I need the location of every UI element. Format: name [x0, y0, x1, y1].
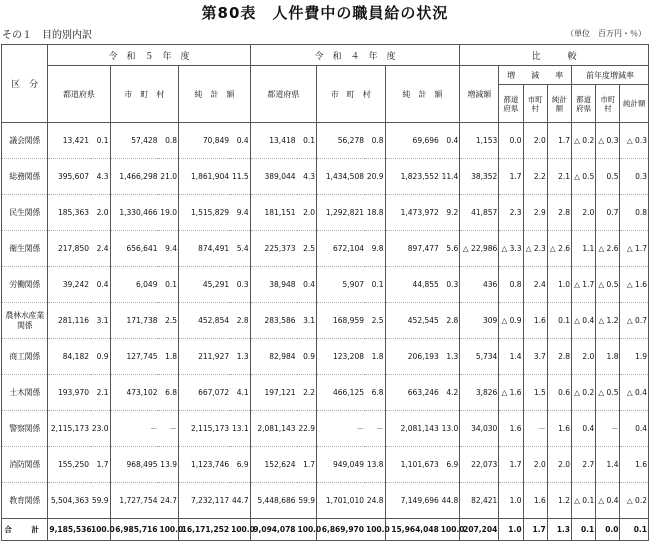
r4-cell: 0.4 [297, 267, 317, 303]
header-r4-pref: 都道府県 [250, 66, 316, 123]
r5-cell: 4.1 [230, 375, 250, 411]
r5-cell: 19.0 [158, 195, 178, 231]
compare-cell: 0.1 [547, 303, 571, 339]
compare-cell: － [596, 411, 620, 447]
compare-cell: 1.7 [547, 123, 571, 159]
r5-cell: 211,927 [179, 339, 231, 375]
table-row [2, 519, 649, 541]
r5-cell: 9.4 [230, 195, 250, 231]
compare-cell: △ 22,986 [460, 231, 499, 267]
compare-cell: 0.1 [572, 519, 596, 541]
compare-cell: △ 0.3 [596, 123, 620, 159]
table-row [2, 267, 649, 303]
compare-cell: 0.4 [572, 411, 596, 447]
r4-cell: 0.8 [365, 123, 385, 159]
r4-cell: 3.1 [297, 303, 317, 339]
header-r5-pref: 都道府県 [48, 66, 110, 123]
r4-cell: 44.8 [440, 483, 460, 519]
r4-cell: 20.9 [365, 159, 385, 195]
compare-cell: △ 1.6 [499, 375, 523, 411]
r5-cell: 1,330,466 [110, 195, 158, 231]
r4-cell: 949,049 [317, 447, 365, 483]
r4-cell: 6.9 [440, 447, 460, 483]
r5-cell: 16,171,252 [179, 519, 231, 541]
compare-cell: △ 0.1 [572, 483, 596, 519]
r4-cell: 4.3 [297, 159, 317, 195]
r5-cell: 6,049 [110, 267, 158, 303]
r5-cell: 0.8 [158, 123, 178, 159]
r4-cell: 9.8 [365, 231, 385, 267]
r4-cell: 466,125 [317, 375, 365, 411]
compare-cell: 1.7 [499, 159, 523, 195]
compare-cell: 2.2 [523, 159, 547, 195]
header-r5-net: 純 計 額 [179, 66, 251, 123]
header-change-rate: 増 減 率 [499, 66, 572, 85]
r4-cell: 152,624 [250, 447, 296, 483]
r4-cell: 22.9 [297, 411, 317, 447]
r4-cell: 0.1 [365, 267, 385, 303]
r5-cell: 1,123,746 [179, 447, 231, 483]
table-row [2, 375, 649, 411]
compare-cell: 1.7 [499, 447, 523, 483]
r5-cell: 5,504,363 [48, 483, 90, 519]
r4-cell: － [317, 411, 365, 447]
r5-cell: 874,491 [179, 231, 231, 267]
row-category: 議会関係 [2, 123, 48, 159]
salary-table [1, 44, 649, 541]
r5-cell: 217,850 [48, 231, 90, 267]
compare-cell: 41,857 [460, 195, 499, 231]
r4-cell: － [365, 411, 385, 447]
r5-cell: 100.0 [90, 519, 110, 541]
r4-cell: 181,151 [250, 195, 296, 231]
r4-cell: 100.0 [365, 519, 385, 541]
r4-cell: 123,208 [317, 339, 365, 375]
r4-cell: 1,823,552 [385, 159, 440, 195]
r5-cell: 24.7 [158, 483, 178, 519]
r5-cell: 9,185,536 [48, 519, 90, 541]
compare-cell: 1.6 [523, 303, 547, 339]
header-cr-muni: 市町村 [523, 85, 547, 123]
r4-cell: 11.4 [440, 159, 460, 195]
r5-cell: 2.8 [230, 303, 250, 339]
r5-cell: 2.5 [158, 303, 178, 339]
compare-cell: △ 0.2 [620, 483, 649, 519]
r5-cell: 1.7 [90, 447, 110, 483]
compare-cell: △ 0.5 [572, 159, 596, 195]
compare-cell: △ 0.5 [596, 267, 620, 303]
r4-cell: 56,278 [317, 123, 365, 159]
compare-cell: △ 0.5 [596, 375, 620, 411]
compare-cell: △ 1.7 [620, 231, 649, 267]
r4-cell: 2.5 [297, 231, 317, 267]
r4-cell: 0.3 [440, 267, 460, 303]
compare-cell: 1.0 [499, 519, 523, 541]
r4-cell: 168,959 [317, 303, 365, 339]
r5-cell: 193,970 [48, 375, 90, 411]
table-row [2, 195, 649, 231]
compare-cell: 1.4 [499, 339, 523, 375]
compare-cell: 1.3 [547, 519, 571, 541]
r5-cell: 1,466,298 [110, 159, 158, 195]
r4-cell: 4.2 [440, 375, 460, 411]
r5-cell: 100.0 [230, 519, 250, 541]
compare-cell: 207,204 [460, 519, 499, 541]
r5-cell: 7,232,117 [179, 483, 231, 519]
compare-cell: 1.7 [523, 519, 547, 541]
r5-cell: 473,102 [110, 375, 158, 411]
compare-cell: 2.0 [547, 447, 571, 483]
compare-cell: 0.0 [596, 519, 620, 541]
r4-cell: 5,448,686 [250, 483, 296, 519]
page-title: 第80表 人件費中の職員給の状況 [201, 4, 449, 22]
compare-cell: 1.6 [620, 447, 649, 483]
header-category: 区 分 [2, 45, 48, 123]
r4-cell: 2,081,143 [250, 411, 296, 447]
compare-cell: △ 1.6 [620, 267, 649, 303]
compare-cell: △ 0.3 [620, 123, 649, 159]
r4-cell: 18.8 [365, 195, 385, 231]
compare-cell: 0.0 [499, 123, 523, 159]
compare-cell: △ 0.7 [620, 303, 649, 339]
compare-cell: 2.0 [523, 447, 547, 483]
r5-cell: 1,861,904 [179, 159, 231, 195]
row-category: 衛生関係 [2, 231, 48, 267]
r4-cell: 0.1 [297, 123, 317, 159]
r5-cell: 11.5 [230, 159, 250, 195]
compare-cell: 1,153 [460, 123, 499, 159]
table-row [2, 303, 649, 339]
r5-cell: 1.8 [158, 339, 178, 375]
r4-cell: 9,094,078 [250, 519, 296, 541]
compare-cell: 2.0 [523, 123, 547, 159]
r5-cell: 5.4 [230, 231, 250, 267]
r5-cell: 3.1 [90, 303, 110, 339]
r4-cell: 225,373 [250, 231, 296, 267]
r4-cell: 24.8 [365, 483, 385, 519]
compare-cell: 5,734 [460, 339, 499, 375]
compare-cell: 1.0 [499, 483, 523, 519]
compare-cell: △ 1.7 [572, 267, 596, 303]
table-row [2, 411, 649, 447]
compare-cell: 1.6 [547, 411, 571, 447]
compare-cell: － [523, 411, 547, 447]
row-category: 労働関係 [2, 267, 48, 303]
r4-cell: 38,948 [250, 267, 296, 303]
compare-cell: 1.6 [523, 483, 547, 519]
compare-cell: 2.8 [547, 195, 571, 231]
r4-cell: 13.8 [365, 447, 385, 483]
row-category: 警察関係 [2, 411, 48, 447]
table-body [2, 123, 649, 541]
header-compare: 比 較 [460, 45, 649, 66]
compare-cell: 0.4 [620, 411, 649, 447]
r5-cell: 0.3 [230, 267, 250, 303]
r5-cell: 45,291 [179, 267, 231, 303]
r5-cell: 84,182 [48, 339, 90, 375]
r5-cell: 656,641 [110, 231, 158, 267]
r5-cell: 6,985,716 [110, 519, 158, 541]
r5-cell: 395,607 [48, 159, 90, 195]
r4-cell: 0.9 [297, 339, 317, 375]
header-r5-muni: 市 町 村 [110, 66, 178, 123]
r4-cell: 452,545 [385, 303, 440, 339]
r5-cell: 70,849 [179, 123, 231, 159]
row-category: 合 計 [2, 519, 48, 541]
r5-cell: 21.0 [158, 159, 178, 195]
compare-cell: 38,352 [460, 159, 499, 195]
r4-cell: 5.6 [440, 231, 460, 267]
r5-cell: 0.9 [90, 339, 110, 375]
header-change-amount: 増減額 [460, 66, 499, 123]
r4-cell: 0.4 [440, 123, 460, 159]
header-cr-pref: 都道府県 [499, 85, 523, 123]
table-row [2, 447, 649, 483]
compare-cell: 82,421 [460, 483, 499, 519]
r4-cell: 2.0 [297, 195, 317, 231]
compare-cell: 1.9 [620, 339, 649, 375]
row-category: 農林水産業関係 [2, 303, 48, 339]
row-category: 消防関係 [2, 447, 48, 483]
compare-cell: 0.6 [547, 375, 571, 411]
table-row [2, 339, 649, 375]
r5-cell: 0.4 [230, 123, 250, 159]
r5-cell: 6.8 [158, 375, 178, 411]
compare-cell: △ 0.2 [572, 375, 596, 411]
r4-cell: 100.0 [297, 519, 317, 541]
r5-cell: 2,115,173 [179, 411, 231, 447]
compare-cell: △ 2.6 [596, 231, 620, 267]
table-row [2, 123, 649, 159]
r4-cell: 283,586 [250, 303, 296, 339]
r5-cell: 1.3 [230, 339, 250, 375]
row-category: 総務関係 [2, 159, 48, 195]
r4-cell: 389,044 [250, 159, 296, 195]
header-cr-net: 純計額 [547, 85, 571, 123]
compare-cell: 34,030 [460, 411, 499, 447]
r4-cell: 1,292,821 [317, 195, 365, 231]
r4-cell: 1.7 [297, 447, 317, 483]
header-pr-net: 純計額 [620, 85, 649, 123]
r5-cell: 1,727,754 [110, 483, 158, 519]
compare-cell: 0.1 [620, 519, 649, 541]
compare-cell: 1.5 [523, 375, 547, 411]
r5-cell: 2.1 [90, 375, 110, 411]
compare-cell: 2.9 [523, 195, 547, 231]
r5-cell: 281,116 [48, 303, 90, 339]
compare-cell: 1.4 [596, 447, 620, 483]
compare-cell: △ 1.2 [596, 303, 620, 339]
r5-cell: 1,515,829 [179, 195, 231, 231]
r4-cell: 2.2 [297, 375, 317, 411]
compare-cell: 0.3 [620, 159, 649, 195]
r5-cell: 968,495 [110, 447, 158, 483]
compare-cell: 2.8 [547, 339, 571, 375]
r5-cell: 127,745 [110, 339, 158, 375]
table-row [2, 483, 649, 519]
compare-cell: 3,826 [460, 375, 499, 411]
r4-cell: 6,869,970 [317, 519, 365, 541]
r4-cell: 663,246 [385, 375, 440, 411]
compare-cell: 2.0 [572, 339, 596, 375]
r5-cell: 13.1 [230, 411, 250, 447]
r5-cell: 100.0 [158, 519, 178, 541]
r4-cell: 1,101,673 [385, 447, 440, 483]
compare-cell: 2.4 [523, 267, 547, 303]
r5-cell: 2.4 [90, 231, 110, 267]
r5-cell: 0.1 [90, 123, 110, 159]
r5-cell: 2.0 [90, 195, 110, 231]
compare-cell: 1.1 [572, 231, 596, 267]
r4-cell: 2,081,143 [385, 411, 440, 447]
r5-cell: 9.4 [158, 231, 178, 267]
r5-cell: 2,115,173 [48, 411, 90, 447]
compare-cell: △ 3.3 [499, 231, 523, 267]
compare-cell: △ 0.4 [596, 483, 620, 519]
compare-cell: 2.7 [572, 447, 596, 483]
compare-cell: 0.8 [620, 195, 649, 231]
r4-cell: 82,984 [250, 339, 296, 375]
compare-cell: △ 2.6 [547, 231, 571, 267]
compare-cell: 2.3 [499, 195, 523, 231]
compare-cell: 0.8 [499, 267, 523, 303]
r4-cell: 13.0 [440, 411, 460, 447]
r4-cell: 897,477 [385, 231, 440, 267]
r4-cell: 69,696 [385, 123, 440, 159]
compare-cell: 1.6 [499, 411, 523, 447]
r4-cell: 7,149,696 [385, 483, 440, 519]
r4-cell: 1.8 [365, 339, 385, 375]
row-category: 土木関係 [2, 375, 48, 411]
r4-cell: 15,964,048 [385, 519, 440, 541]
compare-cell: △ 0.4 [620, 375, 649, 411]
r4-cell: 1,701,010 [317, 483, 365, 519]
r5-cell: 6.9 [230, 447, 250, 483]
compare-cell: 0.7 [596, 195, 620, 231]
r5-cell: 185,363 [48, 195, 90, 231]
compare-cell: 22,073 [460, 447, 499, 483]
table-subtitle: その１ 目的別内訳 [2, 30, 92, 41]
r5-cell: 13,421 [48, 123, 90, 159]
r5-cell: 0.4 [90, 267, 110, 303]
r4-cell: 197,121 [250, 375, 296, 411]
compare-cell: △ 2.3 [523, 231, 547, 267]
compare-cell: 2.1 [547, 159, 571, 195]
r5-cell: － [110, 411, 158, 447]
header-pr-muni: 市町村 [596, 85, 620, 123]
table-row [2, 159, 649, 195]
header-r4-muni: 市 町 村 [317, 66, 385, 123]
compare-cell: 1.2 [547, 483, 571, 519]
r5-cell: － [158, 411, 178, 447]
r5-cell: 59.9 [90, 483, 110, 519]
compare-cell: 1.0 [547, 267, 571, 303]
r4-cell: 6.8 [365, 375, 385, 411]
r5-cell: 171,738 [110, 303, 158, 339]
r5-cell: 667,072 [179, 375, 231, 411]
r4-cell: 2.8 [440, 303, 460, 339]
r4-cell: 5,907 [317, 267, 365, 303]
r5-cell: 44.7 [230, 483, 250, 519]
header-r4: 令 和 ４ 年 度 [250, 45, 460, 66]
compare-cell: 436 [460, 267, 499, 303]
unit-label: （単位 百万円・％） [566, 29, 646, 38]
compare-cell: 3.7 [523, 339, 547, 375]
r4-cell: 672,104 [317, 231, 365, 267]
r5-cell: 23.0 [90, 411, 110, 447]
r5-cell: 4.3 [90, 159, 110, 195]
compare-cell: 309 [460, 303, 499, 339]
r5-cell: 452,854 [179, 303, 231, 339]
compare-cell: △ 0.2 [572, 123, 596, 159]
compare-cell: 2.0 [572, 195, 596, 231]
r5-cell: 155,250 [48, 447, 90, 483]
row-category: 商工関係 [2, 339, 48, 375]
compare-cell: △ 0.4 [572, 303, 596, 339]
compare-cell: 0.5 [596, 159, 620, 195]
header-r4-net: 純 計 額 [385, 66, 460, 123]
header-prev-rate: 前年度増減率 [572, 66, 649, 85]
r4-cell: 206,193 [385, 339, 440, 375]
r5-cell: 57,428 [110, 123, 158, 159]
r5-cell: 0.1 [158, 267, 178, 303]
row-category: 民生関係 [2, 195, 48, 231]
r4-cell: 9.2 [440, 195, 460, 231]
row-category: 教育関係 [2, 483, 48, 519]
r4-cell: 44,855 [385, 267, 440, 303]
r5-cell: 39,242 [48, 267, 90, 303]
r4-cell: 1,473,972 [385, 195, 440, 231]
r4-cell: 13,418 [250, 123, 296, 159]
r4-cell: 100.0 [440, 519, 460, 541]
table-row [2, 231, 649, 267]
header-r5: 令 和 ５ 年 度 [48, 45, 250, 66]
header-pr-pref: 都道府県 [572, 85, 596, 123]
compare-cell: △ 0.9 [499, 303, 523, 339]
r4-cell: 2.5 [365, 303, 385, 339]
r4-cell: 59.9 [297, 483, 317, 519]
compare-cell: 1.8 [596, 339, 620, 375]
r4-cell: 1,434,508 [317, 159, 365, 195]
r4-cell: 1.3 [440, 339, 460, 375]
r5-cell: 13.9 [158, 447, 178, 483]
